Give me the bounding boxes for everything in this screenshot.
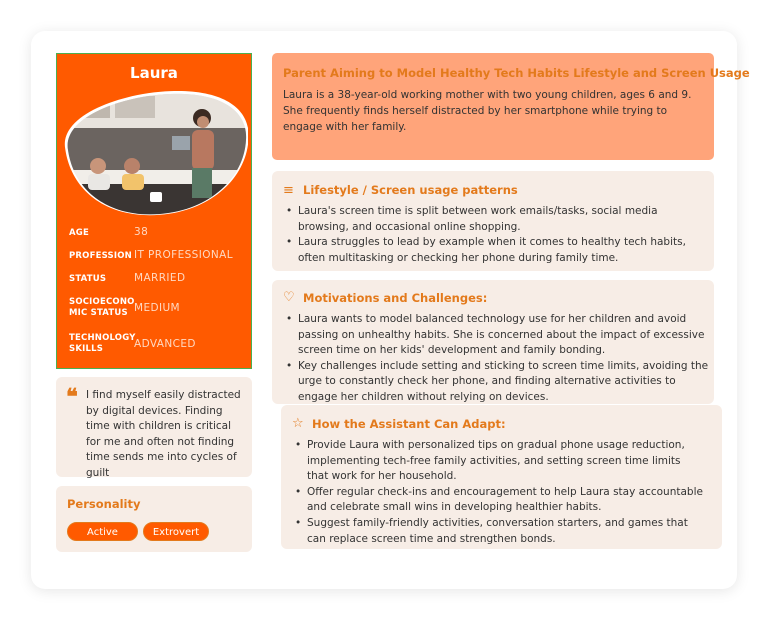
headline-text: Laura is a 38-year-old working mother with two young children, ages 6 and 9. She frequently finds herself distracted by her smartphone while trying to engage with her family.: [283, 89, 692, 133]
quote-icon: ❝: [66, 384, 78, 410]
list-item: • Offer regular check-ins and encouragement to help Laura stay accountable and celebrate small wins in developing healthier habits.: [295, 485, 705, 516]
list-icon: ≡: [283, 183, 294, 198]
fact-label-status: STATUS: [69, 274, 107, 284]
profile-name: Laura: [130, 64, 178, 82]
personality-tag-active: Active: [67, 522, 138, 541]
fact-label-technology: TECHNOLOGY SKILLS: [69, 333, 136, 354]
assistant-title: How the Assistant Can Adapt:: [312, 417, 506, 431]
fact-label-socioeconomic: SOCIOECONO MIC STATUS: [69, 297, 135, 318]
fact-label-profession: PROFESSION: [69, 251, 132, 261]
list-item: • Key challenges include setting and sticking to screen time limits, avoiding the urge to constantly check her phone, and finding alternative activities to engage her children without relying on devices.: [286, 359, 712, 406]
heart-icon: ♡: [283, 290, 295, 305]
profile-photo: [60, 88, 248, 218]
list-item: • Laura wants to model balanced technology use for her children and avoid passing on unhealthy habits. She is concerned about the impact of excessive screen time on her kids' development and family bonding.: [286, 312, 712, 359]
lifestyle-title: Lifestyle / Screen usage patterns: [303, 183, 518, 197]
personality-title: Personality: [67, 497, 141, 511]
list-item: • Provide Laura with personalized tips on gradual phone usage reduction, implementing tech-free family activities, and setting screen time limits that work for her household.: [295, 438, 705, 485]
fact-label-age: AGE: [69, 228, 89, 238]
star-icon: ☆: [292, 416, 304, 431]
personality-tag-extrovert: Extrovert: [143, 522, 209, 541]
motivations-list: [286, 312, 712, 406]
motivations-title: Motivations and Challenges:: [303, 291, 488, 305]
list-item: • Laura's screen time is split between work emails/tasks, social media browsing, and occasional online shopping.: [286, 204, 706, 235]
assistant-list: [295, 438, 705, 547]
fact-value-status: MARRIED: [134, 272, 186, 284]
personality-card: [56, 486, 252, 552]
fact-value-socioeconomic: MEDIUM: [134, 302, 181, 314]
lifestyle-list: [286, 204, 706, 266]
list-item: • Suggest family-friendly activities, conversation starters, and games that can replace screen time and strengthen bonds.: [295, 516, 705, 547]
headline-title: Parent Aiming to Model Healthy Tech Habits Lifestyle and Screen Usage: [283, 66, 750, 80]
quote-text: I find myself easily distracted by digital devices. Finding time with children is critical for me and often not finding time sends me into cycles of guilt: [86, 389, 241, 479]
fact-value-age: 38: [134, 226, 149, 238]
fact-value-technology: ADVANCED: [134, 338, 196, 350]
fact-value-profession: IT PROFESSIONAL: [134, 249, 233, 261]
list-item: • Laura struggles to lead by example when it comes to healthy tech habits, often multitasking or checking her phone during family time.: [286, 235, 706, 266]
